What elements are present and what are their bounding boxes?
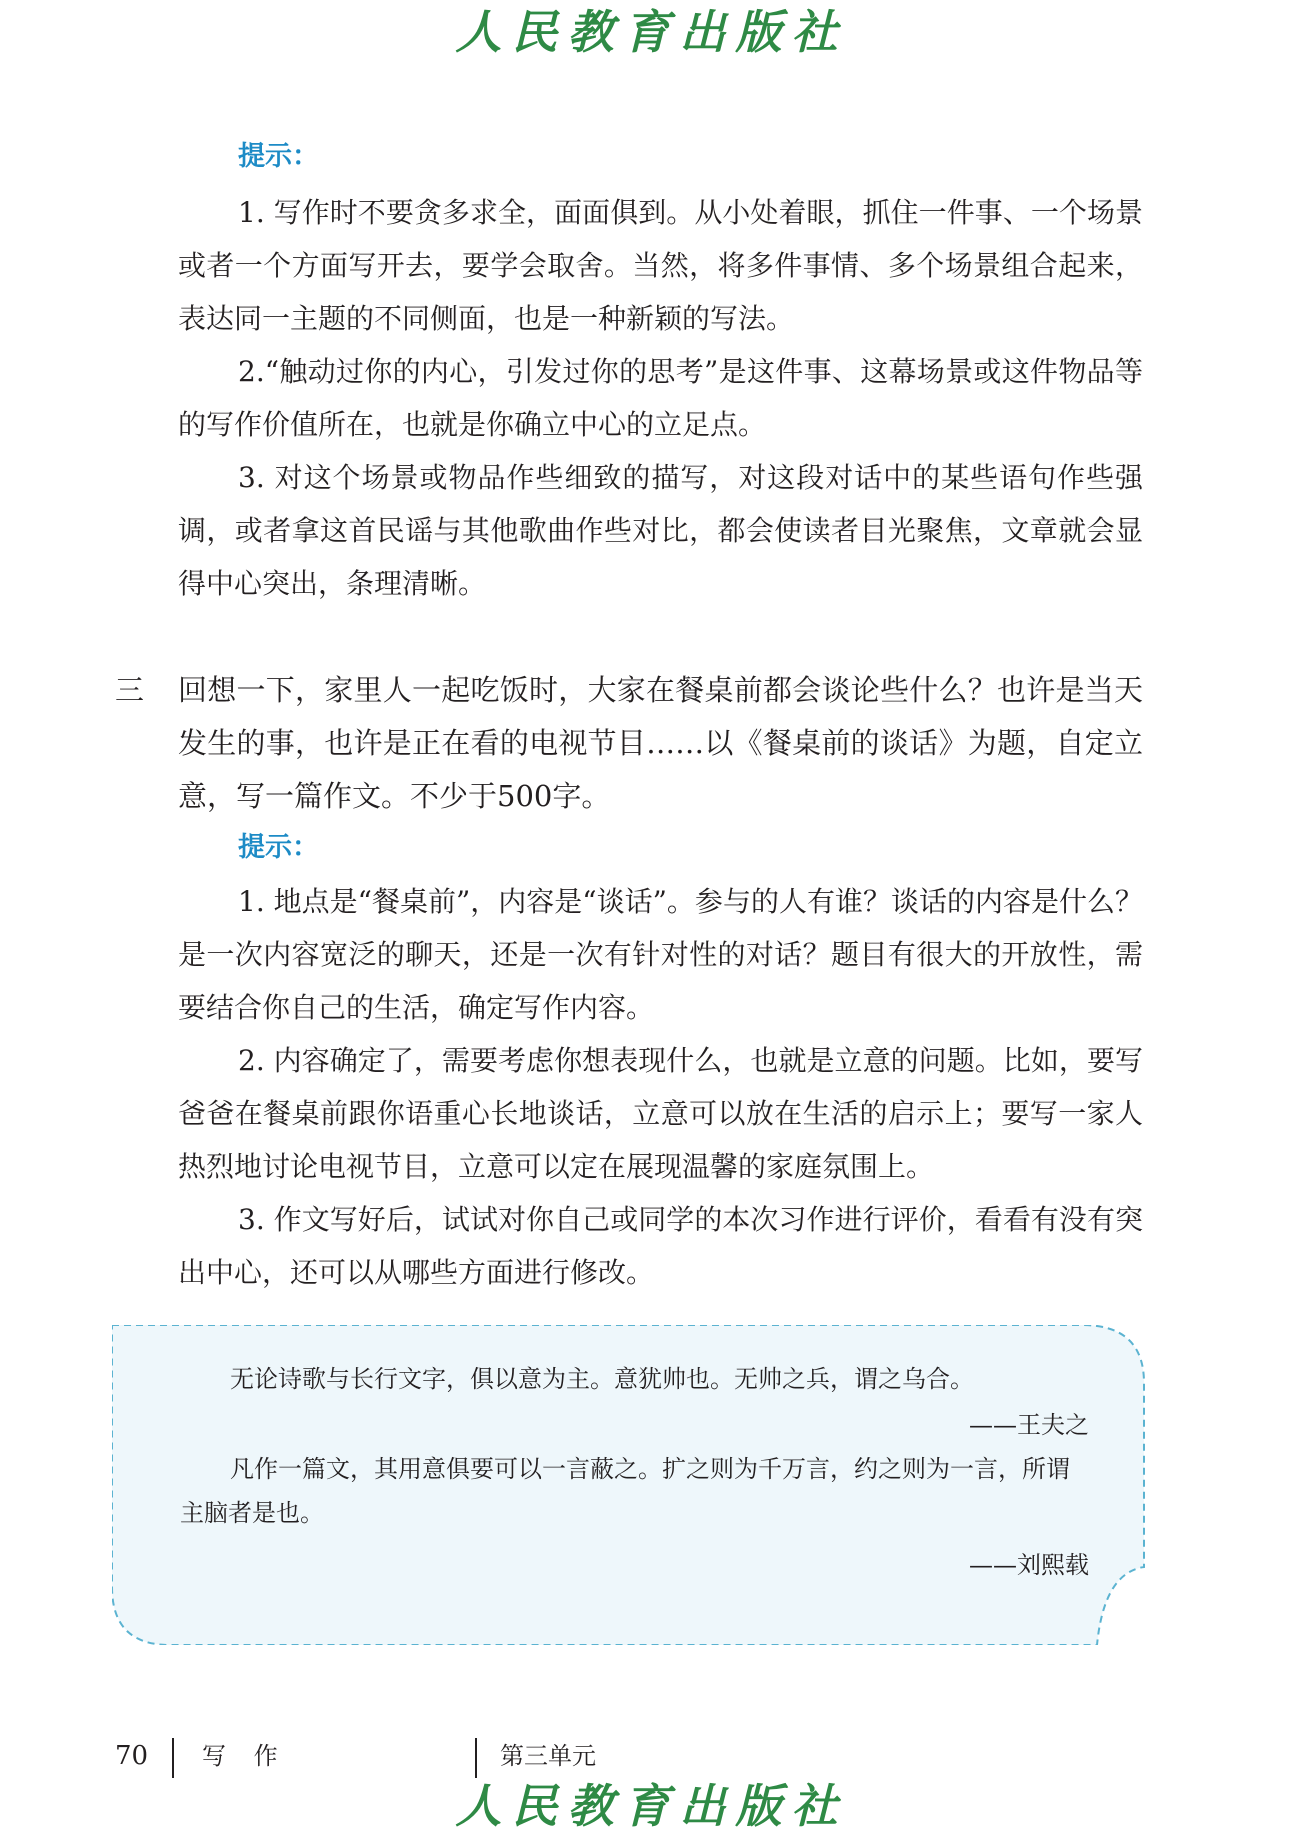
question-text: 回想一下，家里人一起吃饭时，大家在餐桌前都会谈论些什么？也许是当天发生的事，也许是正在看的电视节目……以《餐桌前的谈话》为题，自定立意，写一篇作文。不少于500字。 (178, 673, 1143, 813)
question-hint-1: 1. 地点是“餐桌前”，内容是“谈话”。参与的人有谁？谈话的内容是什么？是一次内容宽泛的聊天，还是一次有针对性的对话？题目有很大的开放性，需要结合你自己的生活，确定写作内容。 (178, 885, 1143, 1024)
question-hint-3: 3. 作文写好后，试试对你自己或同学的本次习作进行评价，看看有没有突出中心，还可以从哪些方面进行修改。 (178, 1203, 1143, 1289)
hint-label-question: 提示： (238, 832, 319, 863)
quote-text-2: 凡作一篇文，其用意俱要可以一言蔽之。扩之则为千万言，约之则为一言，所谓主脑者是也。 (180, 1455, 1070, 1527)
hint-paragraph-1: 1. 写作时不要贪多求全，面面俱到。从小处着眼，抓住一件事、一个场景或者一个方面写开去，要学会取舍。当然，将多件事情、多个场景组合起来，表达同一主题的不同侧面，也是一种新颖的写法。 (178, 196, 1143, 335)
question-number: 三 (115, 673, 145, 707)
quote-author-1: ——王夫之 (969, 1411, 1089, 1439)
publisher-logo-bottom: 人民教育出版社 (455, 1779, 848, 1833)
question-hint-2: 2. 内容确定了，需要考虑你想表现什么，也就是立意的问题。比如，要写爸爸在餐桌前跟你语重心长地谈话，立意可以放在生活的启示上；要写一家人热烈地讨论电视节目，立意可以定在展现温馨的家庭氛围上。 (178, 1044, 1143, 1183)
quote-author-2: ——刘熙载 (969, 1551, 1089, 1579)
footer-divider-1 (172, 1738, 174, 1778)
footer-section: 写 作 (202, 1742, 288, 1770)
footer-unit: 第三单元 (500, 1742, 596, 1770)
hint-label-top: 提示： (238, 141, 319, 172)
hint-paragraph-2: 2.“触动过你的内心，引发过你的思考”是这件事、这幕场景或这件物品等的写作价值所在，也就是你确立中心的立足点。 (178, 355, 1143, 441)
quote-text-1: 无论诗歌与长行文字，俱以意为主。意犹帅也。无帅之兵，谓之乌合。 (230, 1365, 974, 1393)
footer-divider-2 (475, 1738, 477, 1778)
hint-paragraph-3: 3. 对这个场景或物品作些细致的描写，对这段对话中的某些语句作些强调，或者拿这首民谣与其他歌曲作些对比，都会使读者目光聚焦，文章就会显得中心突出，条理清晰。 (178, 461, 1143, 600)
quote-box (112, 1325, 1147, 1645)
publisher-logo-top: 人民教育出版社 (455, 5, 848, 59)
page-number: 70 (115, 1741, 149, 1771)
